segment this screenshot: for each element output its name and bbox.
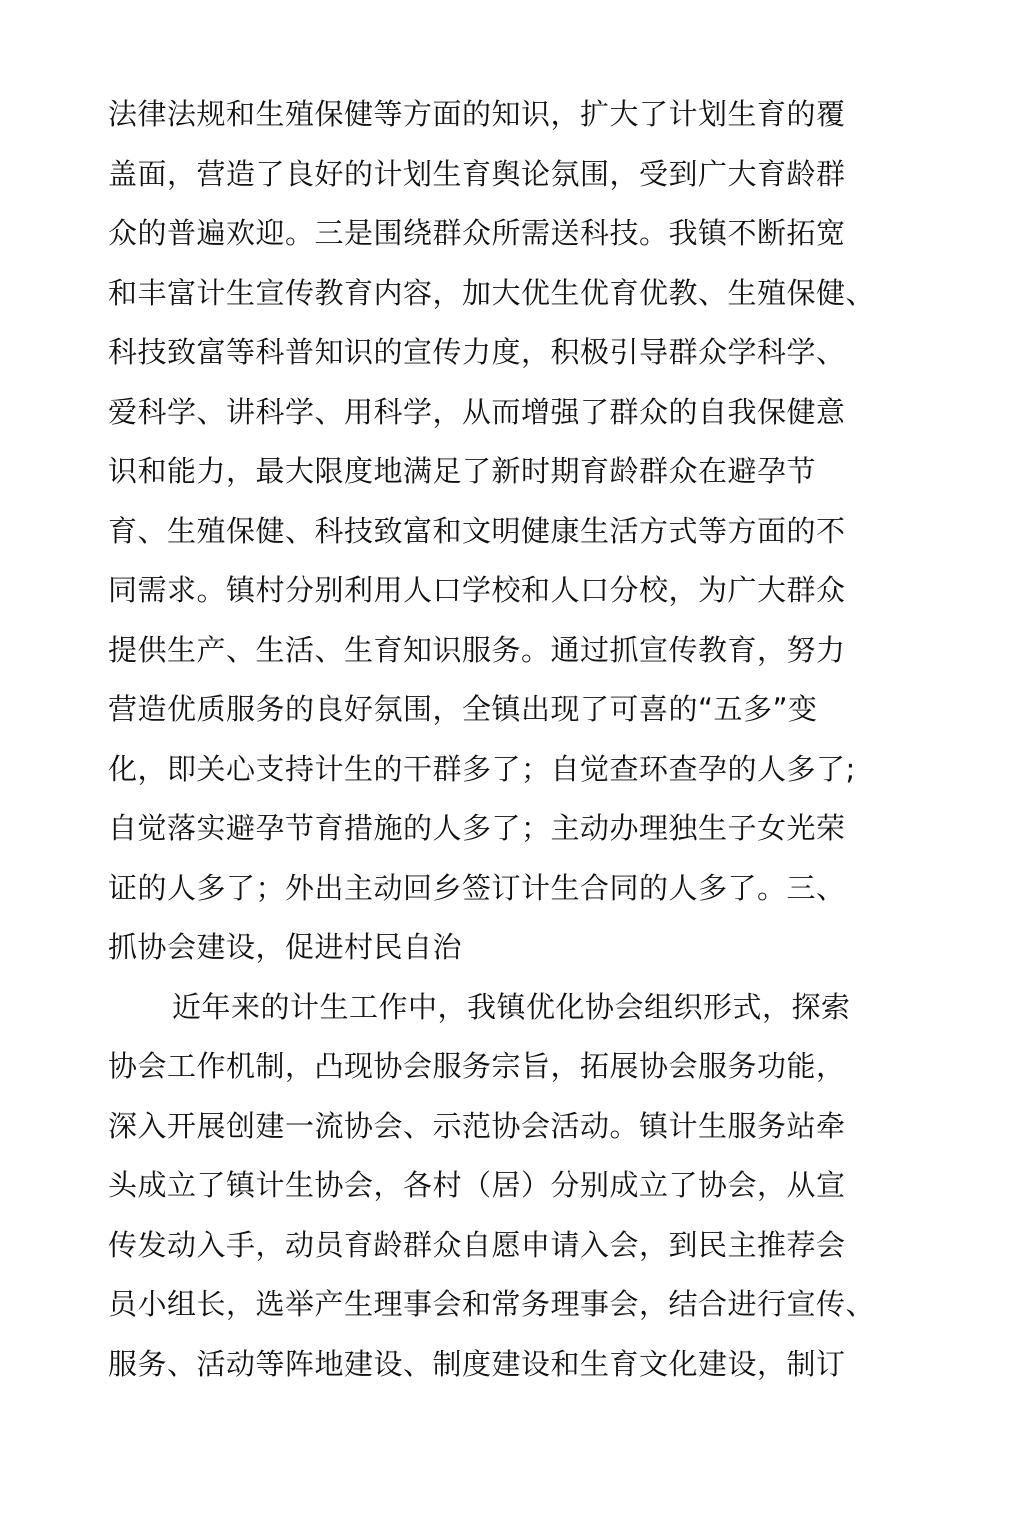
section-heading-line: 抓协会建设，促进村民自治 (108, 930, 463, 964)
text-line: 证的人多了；外出主动回乡签订计生合同的人多了。三、 (108, 870, 846, 905)
text-line: 盖面，营造了良好的计划生育舆论氛围，受到广大育龄群 (108, 156, 846, 191)
text-line: 众的普遍欢迎。三是围绕群众所需送科技。我镇不断拓宽 (108, 216, 846, 250)
text-line: 育、生殖保健、科技致富和文明健康生活方式等方面的不 (108, 513, 846, 548)
paragraph-start-line: 近年来的计生工作中，我镇优化协会组织形式，探索 (172, 989, 851, 1024)
text-line: 传发动入手，动员育龄群众自愿申请入会，到民主推荐会 (108, 1227, 846, 1262)
text-line: 自觉落实避孕节育措施的人多了；主动办理独生子女光荣 (108, 811, 846, 845)
text-line: 营造优质服务的良好氛围，全镇出现了可喜的“五多”变 (108, 692, 818, 726)
text-line: 服务、活动等阵地建设、制度建设和生育文化建设，制订 (108, 1346, 846, 1381)
text-line: 提供生产、生活、生育知识服务。通过抓宣传教育，努力 (108, 632, 846, 667)
text-line: 员小组长，选举产生理事会和常务理事会，结合进行宣传、 (108, 1287, 876, 1321)
text-line: 深入开展创建一流协会、示范协会活动。镇计生服务站牵 (108, 1108, 846, 1143)
text-line: 法律法规和生殖保健等方面的知识，扩大了计划生育的覆 (108, 97, 846, 131)
text-line: 头成立了镇计生协会，各村（居）分别成立了协会，从宣 (108, 1168, 846, 1202)
text-line: 识和能力，最大限度地满足了新时期育龄群众在避孕节 (108, 454, 817, 488)
text-line: 协会工作机制，凸现协会服务宗旨，拓展协会服务功能， (108, 1049, 846, 1083)
document-body (108, 97, 876, 1409)
text-line: 化，即关心支持计生的干群多了；自觉查环查孕的人多了; (108, 751, 856, 786)
text-line: 和丰富计生宣传教育内容，加大优生优育优教、生殖保健、 (108, 275, 876, 310)
text-line: 同需求。镇村分别利用人口学校和人口分校，为广大群众 (108, 573, 846, 607)
text-line: 爱科学、讲科学、用科学，从而增强了群众的自我保健意 (108, 394, 846, 429)
text-line: 科技致富等科普知识的宣传力度，积极引导群众学科学、 (108, 335, 846, 369)
